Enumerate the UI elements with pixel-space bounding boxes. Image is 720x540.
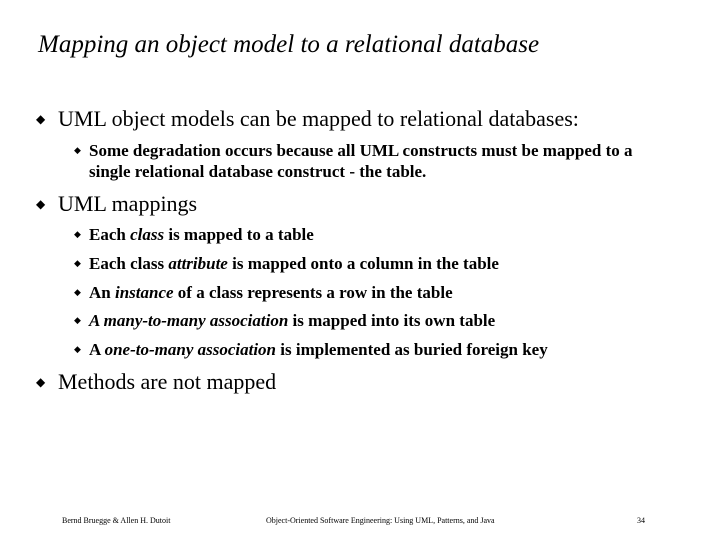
- sub-bullet-class: [74, 225, 314, 245]
- bullet-uml-mappings: [36, 191, 197, 217]
- small-diamond-bullet-icon: ◆: [74, 315, 81, 325]
- emphasized-term: one-to-many association: [104, 340, 277, 359]
- footer-page-number: 34: [637, 516, 645, 525]
- emphasized-term: attribute: [168, 254, 228, 273]
- text-segment: Each: [89, 225, 131, 244]
- small-diamond-bullet-icon: ◆: [74, 287, 81, 297]
- sub-bullet-text: [89, 140, 634, 182]
- sub-bullet-text: [89, 340, 548, 360]
- small-diamond-bullet-icon: ◆: [74, 258, 81, 268]
- emphasized-term: A many-to-many association: [89, 311, 289, 330]
- footer-book-title: Object-Oriented Software Engineering: Using UML, Patterns, and Java: [266, 516, 495, 525]
- small-diamond-bullet-icon: ◆: [74, 344, 81, 354]
- small-diamond-bullet-icon: ◆: [74, 229, 81, 239]
- sub-bullet-instance: [74, 283, 453, 303]
- text-segment: is implemented as buried foreign key: [276, 340, 548, 359]
- text-segment: Some degradation occurs because all UML constructs must be mapped to a single relational database construct - the table.: [89, 141, 633, 181]
- sub-bullet-text: [89, 254, 499, 274]
- text-segment: Each class: [89, 254, 169, 273]
- sub-bullet-text: [89, 311, 495, 331]
- bullet-methods: [36, 369, 276, 395]
- sub-bullet-text: [89, 225, 314, 245]
- text-segment: of a class represents a row in the table: [173, 283, 453, 302]
- diamond-bullet-icon: ◆: [36, 112, 46, 126]
- text-segment: is mapped to a table: [164, 225, 314, 244]
- sub-bullet-attribute: [74, 254, 499, 274]
- sub-bullet-many-to-many: [74, 311, 495, 331]
- diamond-bullet-icon: ◆: [36, 197, 46, 211]
- footer-authors: Bernd Bruegge & Allen H. Dutoit: [62, 516, 171, 525]
- small-diamond-bullet-icon: ◆: [74, 145, 81, 155]
- slide-title: Mapping an object model to a relational database: [38, 31, 540, 58]
- sub-bullet-one-to-many: [74, 340, 548, 360]
- text-segment: An: [89, 283, 115, 302]
- emphasized-term: class: [130, 225, 165, 244]
- sub-bullet-text: [89, 283, 453, 303]
- sub-bullet-degradation: [74, 140, 634, 182]
- text-segment: is mapped into its own table: [288, 311, 496, 330]
- bullet-uml-object-models: [36, 106, 579, 132]
- bullet-text: UML object models can be mapped to relational databases:: [58, 106, 579, 131]
- diamond-bullet-icon: ◆: [36, 375, 46, 389]
- emphasized-term: instance: [114, 283, 174, 302]
- bullet-text: Methods are not mapped: [58, 369, 277, 394]
- text-segment: A: [89, 340, 105, 359]
- text-segment: is mapped onto a column in the table: [227, 254, 499, 273]
- bullet-text: UML mappings: [58, 191, 198, 216]
